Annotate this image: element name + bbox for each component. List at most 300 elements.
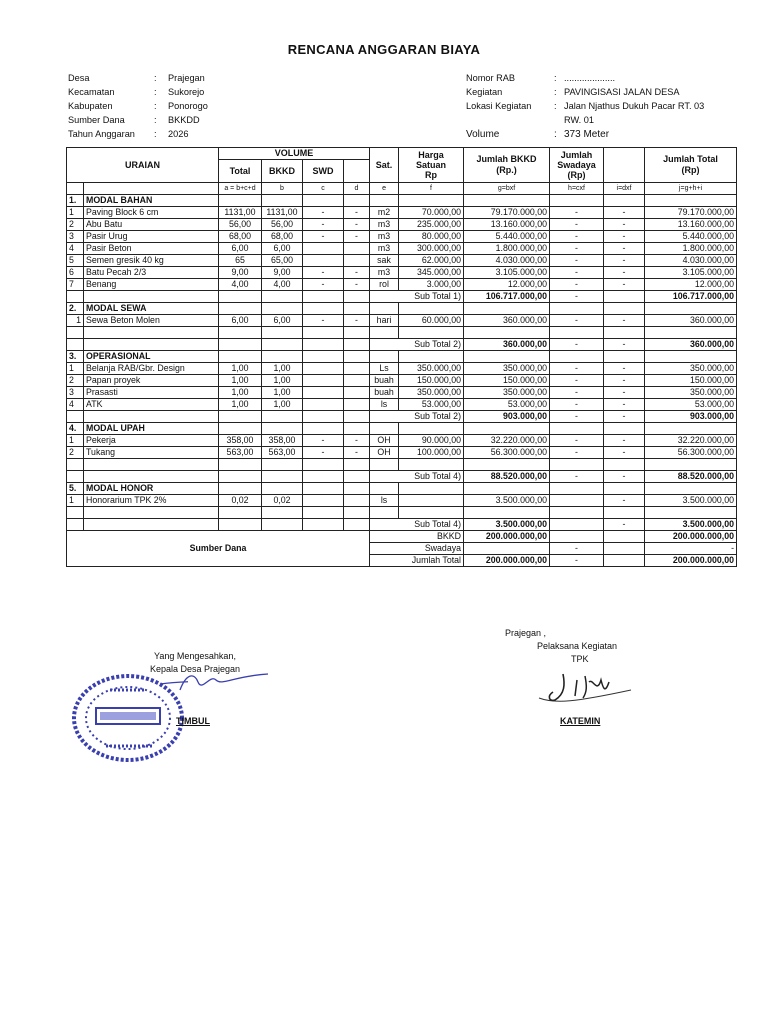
amount-bkkd: 350.000,00 xyxy=(464,363,550,375)
table-cell xyxy=(344,411,370,423)
table-cell xyxy=(262,507,303,519)
subtotal-label: Sub Total 2) xyxy=(370,411,464,423)
unit: m2 xyxy=(370,207,399,219)
unit-price: 90.000,00 xyxy=(399,435,464,447)
subtotal-bkkd: 360.000,00 xyxy=(464,339,550,351)
info-row xyxy=(68,85,208,99)
table-cell xyxy=(262,459,303,471)
volume-total: 6,00 xyxy=(219,243,262,255)
unit: m3 xyxy=(370,219,399,231)
subtotal-swadaya xyxy=(550,519,604,531)
unit: ls xyxy=(370,495,399,507)
table-cell xyxy=(67,327,84,339)
table-cell xyxy=(303,339,344,351)
amount-bkkd: 4.030.000,00 xyxy=(464,255,550,267)
info-value: Sukorejo xyxy=(168,87,205,97)
subtotal-bkkd: 3.500.000,00 xyxy=(464,519,550,531)
table-cell xyxy=(645,327,737,339)
amount-bkkd: 360.000,00 xyxy=(464,315,550,327)
subtotal-i xyxy=(604,291,645,303)
section-row xyxy=(67,483,737,495)
info-label: Tahun Anggaran xyxy=(68,129,135,139)
volume-d xyxy=(344,399,370,411)
table-cell xyxy=(370,351,399,363)
unit: hari xyxy=(370,315,399,327)
jumlah-total-value: 200.000.000,00 xyxy=(464,555,550,567)
table-cell xyxy=(262,471,303,483)
subtotal-total: 3.500.000,00 xyxy=(645,519,737,531)
volume-d xyxy=(344,495,370,507)
amount-total: 32.220.000,00 xyxy=(645,435,737,447)
table-cell xyxy=(344,483,370,495)
info-label: Desa xyxy=(68,73,90,83)
table-cell xyxy=(604,327,645,339)
row-number: 6 xyxy=(67,267,84,279)
table-cell xyxy=(219,195,262,207)
amount-swadaya: - xyxy=(550,255,604,267)
table-cell xyxy=(262,411,303,423)
volume-d xyxy=(344,375,370,387)
table-row xyxy=(67,387,737,399)
col-harga: Harga Satuan Rp xyxy=(399,148,464,183)
row-number: 1 xyxy=(67,207,84,219)
amount-bkkd: 13.160.000,00 xyxy=(464,219,550,231)
table-cell xyxy=(219,351,262,363)
info-right xyxy=(466,71,704,142)
table-cell xyxy=(550,195,604,207)
table-cell xyxy=(303,519,344,531)
table-cell xyxy=(262,291,303,303)
volume-bkkd: 65,00 xyxy=(262,255,303,267)
section-row xyxy=(67,303,737,315)
table-cell xyxy=(84,291,219,303)
amount-swadaya: - xyxy=(550,219,604,231)
amount-total: 4.030.000,00 xyxy=(645,255,737,267)
table-cell xyxy=(464,327,550,339)
table-cell xyxy=(67,339,84,351)
table-cell xyxy=(344,339,370,351)
table-cell xyxy=(67,459,84,471)
amount-i: - xyxy=(604,315,645,327)
amount-bkkd: 79.170.000,00 xyxy=(464,207,550,219)
info-label: Sumber Dana xyxy=(68,115,125,125)
amount-bkkd: 1.800.000,00 xyxy=(464,243,550,255)
amount-i: - xyxy=(604,435,645,447)
amount-total: 350.000,00 xyxy=(645,387,737,399)
unit-price: 70.000,00 xyxy=(399,207,464,219)
volume-total: 1,00 xyxy=(219,363,262,375)
bkkd-total: 200.000.000,00 xyxy=(645,531,737,543)
row-number: 1 xyxy=(67,495,84,507)
item-name: Abu Batu xyxy=(84,219,219,231)
row-number: 3 xyxy=(67,387,84,399)
row-number: 5 xyxy=(67,255,84,267)
amount-swadaya: - xyxy=(550,435,604,447)
table-cell xyxy=(399,423,464,435)
table-cell xyxy=(262,339,303,351)
volume-total: 68,00 xyxy=(219,231,262,243)
table-cell xyxy=(84,411,219,423)
table-cell xyxy=(303,303,344,315)
info-row xyxy=(68,71,208,85)
table-cell xyxy=(344,291,370,303)
table-row xyxy=(67,279,737,291)
section-title: MODAL SEWA xyxy=(84,303,219,315)
table-cell xyxy=(645,423,737,435)
approval-line2: Kepala Desa Prajegan xyxy=(149,664,241,674)
unit: ls xyxy=(370,399,399,411)
row-number: 2 xyxy=(67,219,84,231)
table-cell xyxy=(550,327,604,339)
info-row xyxy=(466,85,704,99)
amount-bkkd: 3.105.000,00 xyxy=(464,267,550,279)
col-bkkd: BKKD xyxy=(262,160,303,183)
amount-bkkd: 56.300.000,00 xyxy=(464,447,550,459)
amount-bkkd: 3.500.000,00 xyxy=(464,495,550,507)
table-cell xyxy=(303,471,344,483)
volume-bkkd: 1,00 xyxy=(262,363,303,375)
volume-d xyxy=(344,255,370,267)
table-cell xyxy=(464,423,550,435)
amount-bkkd: 53.000,00 xyxy=(464,399,550,411)
info-label: Nomor RAB xyxy=(466,73,516,83)
amount-bkkd: 32.220.000,00 xyxy=(464,435,550,447)
unit-price: 350.000,00 xyxy=(399,363,464,375)
table-cell xyxy=(370,423,399,435)
unit: OH xyxy=(370,447,399,459)
subtotal-bkkd: 903.000,00 xyxy=(464,411,550,423)
item-name: Batu Pecah 2/3 xyxy=(84,267,219,279)
table-cell xyxy=(219,471,262,483)
info-separator: : xyxy=(554,101,557,111)
table-cell xyxy=(550,507,604,519)
table-cell xyxy=(604,459,645,471)
info-left xyxy=(68,71,208,141)
table-row xyxy=(67,255,737,267)
col-volume: VOLUME xyxy=(219,148,370,160)
table-row xyxy=(67,267,737,279)
volume-total: 1,00 xyxy=(219,375,262,387)
volume-bkkd: 9,00 xyxy=(262,267,303,279)
unit-price: 53.000,00 xyxy=(399,399,464,411)
section-row xyxy=(67,423,737,435)
amount-i: - xyxy=(604,279,645,291)
bkkd-label: BKKD xyxy=(370,531,464,543)
executor-place: Prajegan , xyxy=(505,628,547,638)
amount-swadaya: - xyxy=(550,447,604,459)
table-cell xyxy=(303,291,344,303)
volume-swd: - xyxy=(303,219,344,231)
table-cell xyxy=(219,411,262,423)
table-cell xyxy=(645,483,737,495)
table-cell xyxy=(344,351,370,363)
unit-price: 300.000,00 xyxy=(399,243,464,255)
info-label: Kegiatan xyxy=(466,87,503,97)
volume-swd xyxy=(303,375,344,387)
row-number: 5. xyxy=(67,483,84,495)
volume-swd: - xyxy=(303,207,344,219)
table-cell xyxy=(262,483,303,495)
table-cell xyxy=(67,507,84,519)
subtotal-row xyxy=(67,471,737,483)
amount-i: - xyxy=(604,375,645,387)
info-label: Kabupaten xyxy=(68,101,113,111)
formula-cell: f xyxy=(399,183,464,195)
table-cell xyxy=(399,303,464,315)
table-cell xyxy=(370,483,399,495)
section-row xyxy=(67,195,737,207)
col-total: Total xyxy=(219,160,262,183)
unit-price xyxy=(399,495,464,507)
table-cell xyxy=(645,195,737,207)
table-cell xyxy=(67,471,84,483)
formula-cell xyxy=(67,183,84,195)
section-row xyxy=(67,351,737,363)
table-row xyxy=(67,315,737,327)
volume-swd xyxy=(303,243,344,255)
volume-bkkd: 4,00 xyxy=(262,279,303,291)
approval-name: TIMBUL xyxy=(176,716,210,726)
item-name: Sewa Beton Molen xyxy=(84,315,219,327)
table-row xyxy=(67,447,737,459)
volume-bkkd: 56,00 xyxy=(262,219,303,231)
section-title: MODAL UPAH xyxy=(84,423,219,435)
item-name: Honorarium TPK 2% xyxy=(84,495,219,507)
subtotal-row xyxy=(67,291,737,303)
unit: OH xyxy=(370,435,399,447)
volume-d xyxy=(344,243,370,255)
info-value: RW. 01 xyxy=(564,115,594,125)
bkkd-value: 200.000.000,00 xyxy=(464,531,550,543)
volume-total: 1,00 xyxy=(219,387,262,399)
volume-swd xyxy=(303,255,344,267)
subtotal-swadaya: - xyxy=(550,339,604,351)
table-cell xyxy=(219,507,262,519)
formula-cell: b xyxy=(262,183,303,195)
unit: m3 xyxy=(370,267,399,279)
row-number: 2 xyxy=(67,375,84,387)
unit-price: 3.000,00 xyxy=(399,279,464,291)
unit-price: 150.000,00 xyxy=(399,375,464,387)
table-cell xyxy=(399,195,464,207)
volume-bkkd: 6,00 xyxy=(262,315,303,327)
amount-swadaya: - xyxy=(550,231,604,243)
table-cell xyxy=(84,519,219,531)
unit-price: 345.000,00 xyxy=(399,267,464,279)
volume-total: 56,00 xyxy=(219,219,262,231)
table-row xyxy=(67,363,737,375)
amount-i: - xyxy=(604,207,645,219)
table-cell xyxy=(399,351,464,363)
row-number: 4 xyxy=(67,243,84,255)
amount-total: 56.300.000,00 xyxy=(645,447,737,459)
subtotal-swadaya: - xyxy=(550,291,604,303)
table-cell xyxy=(84,459,219,471)
amount-total: 79.170.000,00 xyxy=(645,207,737,219)
amount-i: - xyxy=(604,363,645,375)
document-title: RENCANA ANGGARAN BIAYA xyxy=(287,42,481,57)
subtotal-label: Sub Total 1) xyxy=(370,291,464,303)
table-cell xyxy=(464,507,550,519)
info-value: BKKDD xyxy=(168,115,200,125)
row-number: 2 xyxy=(67,447,84,459)
subtotal-label: Sub Total 4) xyxy=(370,471,464,483)
volume-d xyxy=(344,387,370,399)
table-cell xyxy=(550,483,604,495)
info-value: Jalan Njathus Dukuh Pacar RT. 03 xyxy=(564,101,705,111)
info-separator: : xyxy=(154,115,157,125)
volume-bkkd: 358,00 xyxy=(262,435,303,447)
col-swd: SWD xyxy=(303,160,344,183)
formula-cell: a = b+c+d xyxy=(219,183,262,195)
amount-i: - xyxy=(604,219,645,231)
amount-total: 350.000,00 xyxy=(645,363,737,375)
volume-swd: - xyxy=(303,447,344,459)
budget-table xyxy=(66,147,737,567)
executor-block xyxy=(505,628,645,667)
table-cell xyxy=(604,351,645,363)
amount-i: - xyxy=(604,231,645,243)
amount-swadaya: - xyxy=(550,399,604,411)
amount-i: - xyxy=(604,255,645,267)
table-cell xyxy=(84,339,219,351)
volume-total: 65 xyxy=(219,255,262,267)
table-cell xyxy=(67,519,84,531)
swadaya-label: Swadaya xyxy=(370,543,464,555)
volume-d: - xyxy=(344,219,370,231)
item-name: Papan proyek xyxy=(84,375,219,387)
table-cell xyxy=(370,507,399,519)
info-separator: : xyxy=(554,129,557,140)
table-cell xyxy=(550,423,604,435)
info-separator: : xyxy=(154,101,157,111)
subtotal-total: 106.717.000,00 xyxy=(645,291,737,303)
table-cell xyxy=(303,483,344,495)
unit: Ls xyxy=(370,363,399,375)
info-value: .................... xyxy=(564,73,616,83)
volume-swd: - xyxy=(303,435,344,447)
info-label: Volume xyxy=(466,129,500,140)
subtotal-i: - xyxy=(604,411,645,423)
col-uraian: URAIAN xyxy=(67,148,219,183)
formula-cell: i=dxf xyxy=(604,183,645,195)
table-cell xyxy=(550,459,604,471)
subtotal-row xyxy=(67,411,737,423)
volume-total: 1131,00 xyxy=(219,207,262,219)
table-cell xyxy=(399,483,464,495)
unit: buah xyxy=(370,387,399,399)
table-row xyxy=(67,207,737,219)
table-cell xyxy=(550,351,604,363)
row-number: 1. xyxy=(67,195,84,207)
table-row xyxy=(67,399,737,411)
table-cell xyxy=(262,351,303,363)
info-label: Lokasi Kegiatan xyxy=(466,101,532,111)
approval-line1: Yang Mengesahkan, xyxy=(154,651,236,661)
blank-row xyxy=(67,327,737,339)
amount-total: 3.105.000,00 xyxy=(645,267,737,279)
amount-bkkd: 150.000,00 xyxy=(464,375,550,387)
volume-d: - xyxy=(344,267,370,279)
subtotal-bkkd: 88.520.000,00 xyxy=(464,471,550,483)
subtotal-i: - xyxy=(604,471,645,483)
item-name: Tukang xyxy=(84,447,219,459)
table-cell xyxy=(303,507,344,519)
table-cell xyxy=(370,459,399,471)
volume-bkkd: 1,00 xyxy=(262,399,303,411)
volume-swd: - xyxy=(303,267,344,279)
volume-bkkd: 68,00 xyxy=(262,231,303,243)
col-blank xyxy=(604,148,645,183)
table-cell xyxy=(464,483,550,495)
subtotal-label: Sub Total 2) xyxy=(370,339,464,351)
formula-cell: h=cxf xyxy=(550,183,604,195)
info-row xyxy=(466,99,704,113)
col-sat: Sat. xyxy=(370,148,399,183)
table-cell xyxy=(604,303,645,315)
info-row xyxy=(68,113,208,127)
item-name: Semen gresik 40 kg xyxy=(84,255,219,267)
table-cell xyxy=(219,327,262,339)
table-cell xyxy=(344,195,370,207)
unit-price: 60.000,00 xyxy=(399,315,464,327)
table-cell xyxy=(84,327,219,339)
col-d xyxy=(344,160,370,183)
table-cell xyxy=(645,351,737,363)
volume-total: 563,00 xyxy=(219,447,262,459)
volume-d: - xyxy=(344,315,370,327)
formula-cell: j=g+h+i xyxy=(645,183,737,195)
volume-swd xyxy=(303,495,344,507)
table-cell xyxy=(370,327,399,339)
amount-i: - xyxy=(604,447,645,459)
table-cell xyxy=(399,507,464,519)
table-cell xyxy=(604,507,645,519)
table-cell xyxy=(67,291,84,303)
item-name: Paving Block 6 cm xyxy=(84,207,219,219)
table-row xyxy=(67,231,737,243)
info-row xyxy=(466,128,704,142)
item-name: ATK xyxy=(84,399,219,411)
table-cell xyxy=(262,195,303,207)
subtotal-swadaya: - xyxy=(550,411,604,423)
info-row xyxy=(466,113,704,127)
amount-total: 360.000,00 xyxy=(645,315,737,327)
table-cell xyxy=(262,519,303,531)
volume-d xyxy=(344,363,370,375)
unit: rol xyxy=(370,279,399,291)
amount-swadaya: - xyxy=(550,267,604,279)
amount-total: 1.800.000,00 xyxy=(645,243,737,255)
amount-total: 150.000,00 xyxy=(645,375,737,387)
table-cell xyxy=(344,471,370,483)
item-name: Pasir Urug xyxy=(84,231,219,243)
volume-total: 4,00 xyxy=(219,279,262,291)
row-number: 3 xyxy=(67,231,84,243)
volume-d: - xyxy=(344,231,370,243)
table-cell xyxy=(399,327,464,339)
info-value: 373 Meter xyxy=(564,129,610,140)
col-jumlah-bkkd: Jumlah BKKD (Rp.) xyxy=(464,148,550,183)
amount-swadaya: - xyxy=(550,243,604,255)
row-number: 4 xyxy=(67,399,84,411)
info-row xyxy=(68,127,208,141)
table-cell xyxy=(604,195,645,207)
table-cell xyxy=(219,339,262,351)
executor-line2: TPK xyxy=(571,654,589,664)
table-cell xyxy=(219,483,262,495)
section-title: MODAL BAHAN xyxy=(84,195,219,207)
